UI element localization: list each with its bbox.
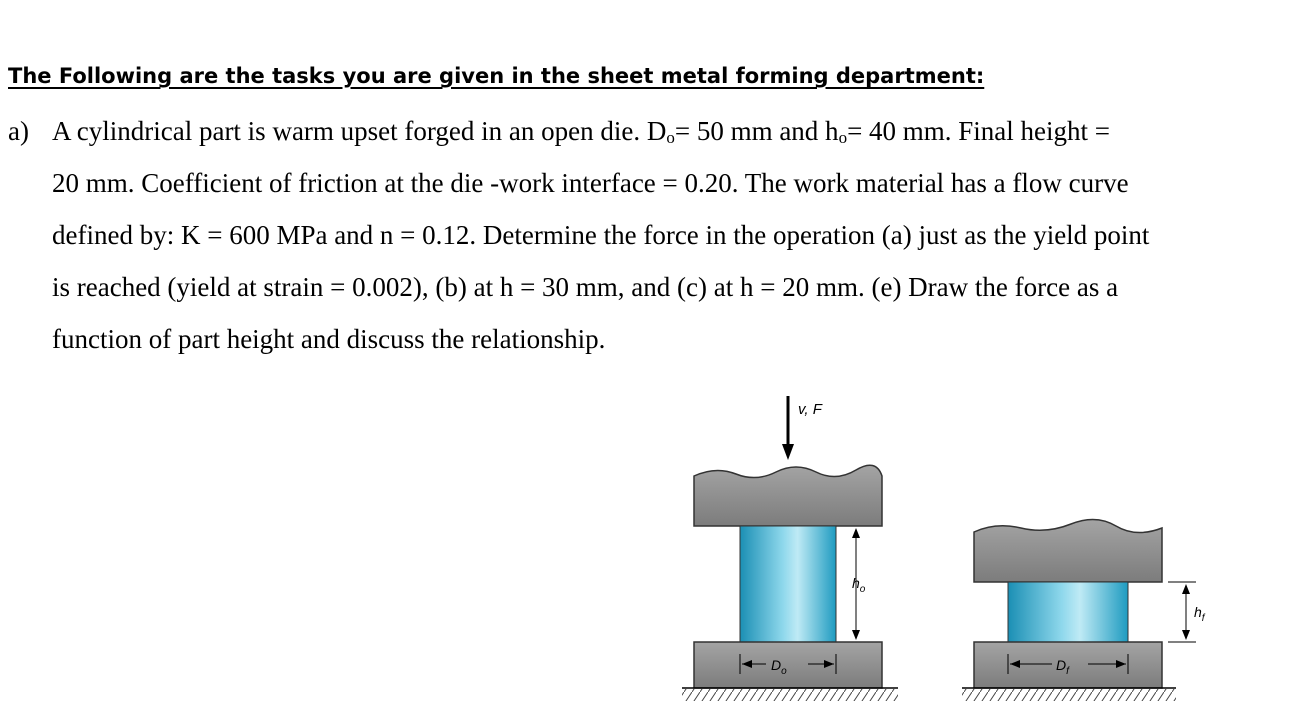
- initial-workpiece: [740, 526, 836, 642]
- initial-diameter-label: $D_o$: [771, 657, 787, 677]
- task-text-line-1: A cylindrical part is warm upset forged in an open die. $D_o= 50$ mm and $h_o= 40$ mm. Final height =: [52, 116, 1111, 147]
- task-label: a): [8, 116, 29, 146]
- task-text-line-4: is reached (yield at strain = 0.002), (b) at h = 30 mm, and (c) at h = 20 mm. (e) Draw the force as a: [52, 272, 1119, 302]
- lower-die: [694, 642, 882, 688]
- initial-height-label: $h_o$: [852, 575, 866, 595]
- initial-state-drawing: [682, 396, 898, 701]
- force-label: v, F: [798, 401, 822, 418]
- final-height-label-text: $h_f$: [1194, 604, 1205, 624]
- task-text-line-5: function of part height and discuss the relationship.: [52, 324, 606, 354]
- final-workpiece: [1008, 582, 1128, 642]
- upper-die: [694, 465, 882, 526]
- section-heading: The Following are the tasks you are given in the sheet metal forming department:: [8, 64, 985, 88]
- lower-die-final: [974, 642, 1162, 688]
- upper-die-final: [974, 519, 1162, 582]
- final-diameter-label: $D_f$: [1056, 657, 1069, 677]
- task-text-line-2: 20 mm. Coefficient of friction at the die -work interface = 0.20. The work material has a flow curve: [52, 168, 1129, 198]
- task-text-line-3: defined by: K = 600 MPa and n = 0.12. Determine the force in the operation (a) just as the yield point: [52, 220, 1150, 250]
- ground-hatch: [682, 689, 898, 701]
- upset-forging-figure: [676, 392, 1196, 717]
- force-arrowhead-icon: [782, 444, 794, 460]
- ground-hatch-final: [962, 689, 1176, 701]
